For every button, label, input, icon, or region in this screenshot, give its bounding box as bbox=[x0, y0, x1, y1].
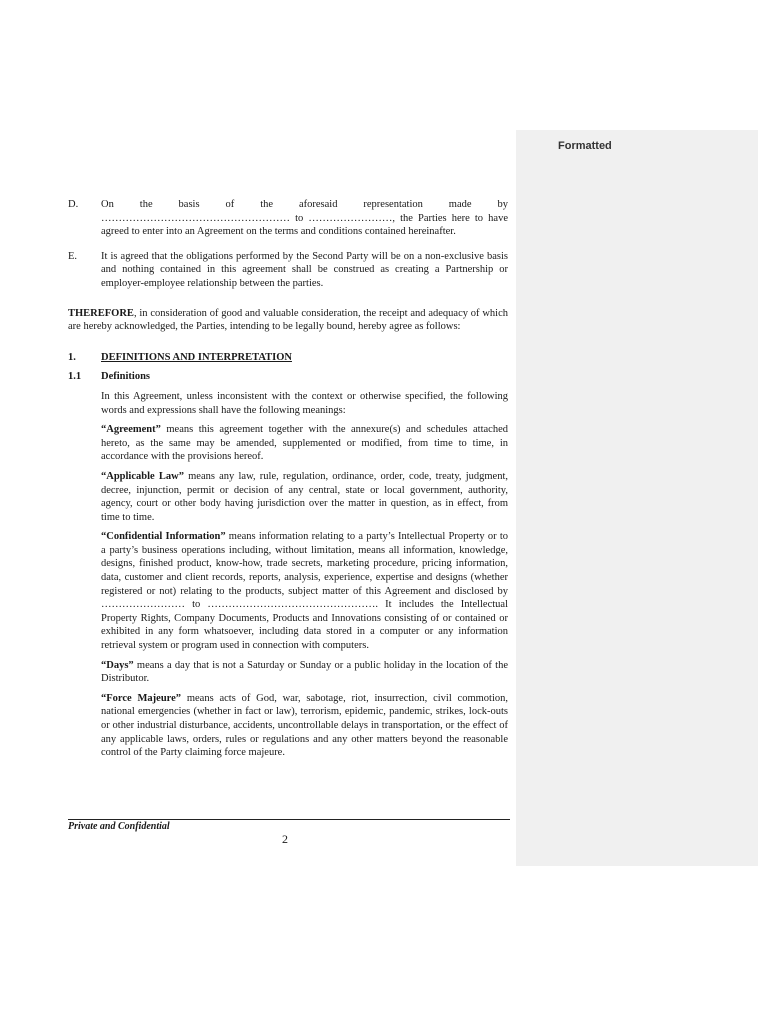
subsection-title: Definitions bbox=[101, 371, 151, 383]
therefore-bold: THEREFORE bbox=[68, 307, 134, 319]
definition-text: means information relating to a party’s Intellectual Property or to a party’s business operations including, without limitation, means all information, knowledge, designs, finished product, know-how, trade secrets, marketing procedure, pricing information, data, customer and client records, reports, analysis, experience, expertise and designs (whether registered or not) relating to the products, subject matter of this Agreement and disclosed by …………………… to …………………………………………. It includes the Intellectual Property Rights, Company Documents, Products and Innovations consisting of or contained or exhibited in any form whatsoever, including data stored in a computer or any information retrieval system or program used in connection with computers. bbox=[101, 531, 509, 652]
definition-term: “Applicable Law” bbox=[101, 470, 184, 482]
section-heading bbox=[68, 351, 508, 365]
page-number: 2 bbox=[282, 832, 288, 846]
document-body bbox=[68, 198, 508, 766]
comment-pane bbox=[516, 130, 758, 866]
definition-text: means any law, rule, regulation, ordinance, order, code, treaty, judgment, decree, injunction, permit or decision of any central, state or local government, authority, agency, court or other body having jurisdiction over the matter in question, as in effect, from time to time. bbox=[101, 470, 509, 523]
recital-item-d bbox=[68, 198, 508, 239]
recital-item-e bbox=[68, 250, 508, 291]
comment-pane-title: Formatted bbox=[558, 140, 612, 152]
recital-text: It is agreed that the obligations performed by the Second Party will be on a non-exclusive basis and nothing contained in this agreement shall be construed as creating a Partnership or employer-employee relationship between the parties. bbox=[101, 250, 508, 289]
footer-divider bbox=[68, 819, 510, 820]
definition-term: “Force Majeure” bbox=[101, 692, 182, 704]
definition-item bbox=[101, 470, 508, 524]
definition-item bbox=[101, 530, 508, 652]
recital-text: On the basis of the aforesaid representation made by ……………………………………………… to ……………………, the Parties here to have agreed to enter into an Agreement on the terms and conditions contained hereinafter. bbox=[101, 199, 508, 238]
recital-label: E. bbox=[68, 250, 78, 262]
definition-text: means acts of God, war, sabotage, riot, insurrection, civil commotion, national emergencies (whether in fact or law), terrorism, epidemic, pandemic, strikes, lock-outs or other industrial disturbance, accidents, uncontrollable delays in transportation, or the effect of any applicable laws, orders, rules or regulations and any other matters beyond the reasonable control of the Party claiming force majeure. bbox=[101, 692, 508, 759]
section-title: DEFINITIONS AND INTERPRETATION bbox=[101, 351, 292, 363]
definitions-intro: In this Agreement, unless inconsistent with the context or otherwise specified, the following words and expressions shall have the following meanings: bbox=[101, 390, 508, 416]
definition-term: “Confidential Information” bbox=[101, 531, 226, 543]
subsection-number: 1.1 bbox=[68, 371, 82, 383]
definition-text: means this agreement together with the annexure(s) and schedules attached hereto, as the same may be amended, supplemented or modified, from time to time, in accordance with the provisions hereof. bbox=[101, 424, 508, 463]
definition-item bbox=[101, 659, 508, 686]
footer-label: Private and Confidential bbox=[68, 821, 170, 832]
subsection-heading bbox=[68, 370, 508, 384]
definition-item bbox=[101, 692, 508, 760]
definition-term: “Days” bbox=[101, 659, 134, 671]
recital-label: D. bbox=[68, 199, 79, 210]
section-number: 1. bbox=[68, 351, 76, 363]
definition-text: means a day that is not a Saturday or Sunday or a public holiday in the location of the Distributor. bbox=[101, 659, 508, 685]
definition-item bbox=[101, 423, 508, 464]
therefore-paragraph bbox=[68, 307, 508, 334]
definition-term: “Agreement” bbox=[101, 424, 161, 436]
therefore-text: , in consideration of good and valuable consideration, the receipt and adequacy of which are hereby acknowledged, the Parties, intending to be legally bound, hereby agree as follows: bbox=[68, 307, 508, 333]
